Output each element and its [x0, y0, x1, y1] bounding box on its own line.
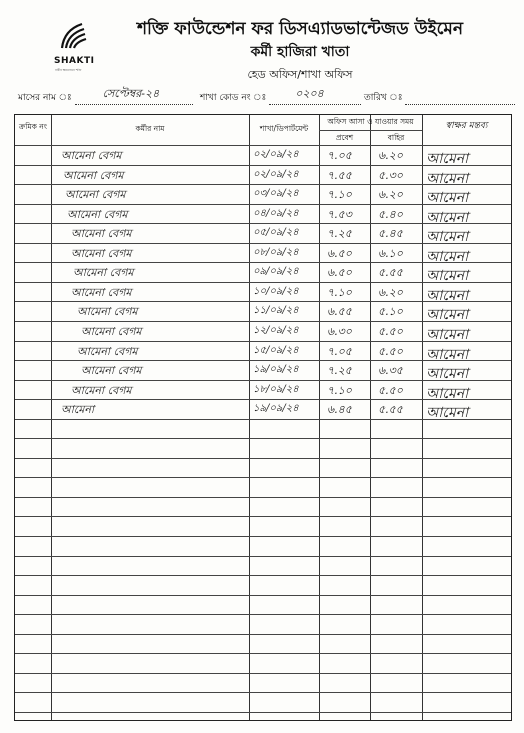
signature: আমেনা: [426, 248, 469, 265]
signature: আমেনা: [426, 346, 469, 363]
month-label: মাসের নাম ঃ: [18, 93, 72, 103]
row-line: [15, 595, 511, 596]
signature: আমেনা: [426, 385, 469, 402]
attendance-date: ০৫/০৯/২৪: [253, 227, 299, 239]
entry-time: ৬.৫০: [327, 246, 352, 260]
attendance-date: ০২/০৯/২৪: [253, 168, 299, 180]
employee-name: আমেনা বেগম: [71, 383, 132, 397]
employee-name: আমেনা বেগম: [77, 305, 138, 319]
row-line: [15, 516, 511, 517]
attendance-date: ০২/০৯/২৪: [253, 149, 299, 160]
exit-time: ৬.৩৫: [378, 364, 403, 378]
exit-time: ৬.২০: [378, 149, 403, 162]
signature: আমেনা: [426, 366, 469, 383]
entry-time: ৬.৩০: [327, 324, 352, 338]
signature: আমেনা: [426, 170, 469, 187]
column-divider: [249, 115, 250, 720]
employee-name: আমেনা বেগম: [77, 344, 138, 358]
entry-time: ৭.৫৫: [327, 168, 352, 182]
header-remarks: স্বাক্ষর মন্তব্য: [445, 121, 488, 131]
employee-name: আমেনা বেগম: [71, 246, 132, 260]
entry-time: ৭.০৫: [327, 149, 352, 162]
row-line: [15, 653, 511, 654]
signature: আমেনা: [426, 405, 469, 422]
row-line: [15, 575, 511, 576]
exit-time: ৫.১০: [378, 305, 403, 319]
logo-wordmark: SHAKTI: [54, 56, 95, 66]
signature: আমেনা: [426, 326, 469, 343]
signature: আমেনা: [426, 268, 469, 285]
row-line: [15, 145, 511, 146]
employee-name: আমেনা বেগম: [71, 227, 132, 241]
header-serial: ক্রমিক নং: [19, 122, 47, 131]
signature: আমেনা: [426, 190, 469, 207]
organization-title: শক্তি ফাউন্ডেশন ফর ডিসএ্যাডভান্টেজড উইমেন: [136, 19, 464, 39]
sunburst-logo-icon: [58, 20, 88, 50]
row-line: [15, 497, 511, 498]
signature: আমেনা: [426, 151, 469, 167]
entry-time: ৬.৫০: [327, 266, 352, 280]
entry-time: ৬.৪৫: [327, 403, 352, 417]
exit-time: ৫.৫০: [378, 324, 403, 338]
employee-name: আমেনা: [61, 403, 95, 417]
column-divider: [370, 115, 371, 720]
branch-code-label: শাখা কোড নং ঃ: [200, 93, 267, 103]
exit-time: ৫.৩০: [378, 168, 403, 182]
branch-code-field: [200, 87, 361, 105]
row-line: [15, 634, 511, 635]
employee-name: আমেনা বেগম: [81, 324, 142, 338]
row-line: [15, 673, 511, 674]
signature: আমেনা: [426, 307, 469, 324]
attendance-date: ১৯/০৯/২৪: [253, 364, 299, 376]
employee-name: আমেনা বেগম: [61, 149, 122, 162]
attendance-date: ১৮/০৯/২৪: [253, 383, 299, 395]
entry-time: ৭.১০: [327, 188, 352, 202]
attendance-date: ১৯/০৯/২৪: [253, 403, 299, 415]
exit-time: ৬.২০: [378, 285, 403, 299]
attendance-date: ১২/০৯/২৪: [253, 324, 299, 336]
entry-time: ৭.২৫: [327, 364, 352, 378]
employee-name: আমেনা বেগম: [67, 207, 128, 221]
date-field: [364, 90, 515, 105]
attendance-date: ০৮/০৯/২৪: [253, 246, 299, 258]
entry-time: ৭.০৫: [327, 344, 352, 358]
entry-time: ৭.২৫: [327, 227, 352, 241]
entry-time: ৭.১০: [327, 285, 352, 299]
month-field: [18, 87, 193, 105]
entry-time: ৭.১০: [327, 383, 352, 397]
column-divider: [51, 115, 52, 720]
exit-time: ৫.৫০: [378, 383, 403, 397]
signature: আমেনা: [426, 287, 469, 304]
entry-time: ৬.৫৫: [327, 305, 352, 319]
attendance-table: [14, 114, 512, 721]
row-line: [15, 556, 511, 557]
column-divider: [319, 115, 320, 720]
exit-time: ৬.২০: [378, 188, 403, 202]
office-type: হেড অফিস/শাখা অফিস: [247, 68, 353, 81]
attendance-date: ১০/০৯/২৪: [253, 285, 299, 297]
register-title: কর্মী হাজিরা খাতা: [250, 44, 350, 60]
attendance-date: ০৪/০৯/২৪: [253, 207, 299, 219]
row-line: [15, 712, 511, 713]
employee-name: আমেনা বেগম: [73, 266, 134, 280]
row-line: [15, 692, 511, 693]
header-entry: প্রবেশ: [335, 133, 354, 142]
signature: আমেনা: [426, 229, 469, 246]
header-name: কর্মীর নাম: [135, 124, 165, 133]
attendance-date: ০৩/০৯/২৪: [253, 188, 299, 200]
employee-name: আমেনা বেগম: [71, 285, 132, 299]
exit-time: ৫.৫৫: [378, 403, 403, 417]
shakti-logo: [52, 20, 98, 72]
row-line: [15, 614, 511, 615]
exit-time: ৬.১০: [378, 246, 403, 260]
date-label: তারিখ ঃ: [364, 93, 403, 103]
exit-time: ৫.৪৫: [378, 227, 403, 241]
header-time-group: অফিস আসা ও যাওয়ার সময়: [327, 117, 414, 126]
signature: আমেনা: [426, 209, 469, 226]
attendance-date: ১১/০৯/২৪: [253, 305, 299, 317]
row-line: [15, 536, 511, 537]
logo-tagline: নারীর ক্ষমতায়নে শক্তি: [55, 68, 82, 72]
column-divider: [422, 115, 423, 720]
employee-name: আমেনা বেগম: [65, 188, 126, 202]
month-value: সেপ্টেম্বর-২৪: [102, 87, 160, 100]
header-exit: বাহির: [387, 133, 405, 142]
header-subdivider: [319, 130, 422, 131]
exit-time: ৫.৪০: [378, 207, 403, 221]
row-line: [15, 477, 511, 478]
exit-time: ৫.৫০: [378, 344, 403, 358]
row-line: [15, 458, 511, 459]
header-branch: শাখা/ডিপার্টমেন্ট: [259, 124, 309, 133]
row-line: [15, 438, 511, 439]
employee-name: আমেনা বেগম: [63, 168, 124, 182]
branch-code-value: ০২০৪: [295, 87, 324, 100]
entry-time: ৭.৫৩: [327, 207, 352, 221]
attendance-date: ০৯/০৯/২৪: [253, 266, 299, 278]
attendance-date: ১৫/০৯/২৪: [253, 344, 299, 356]
employee-name: আমেনা বেগম: [81, 364, 142, 378]
exit-time: ৫.৫৫: [378, 266, 403, 280]
